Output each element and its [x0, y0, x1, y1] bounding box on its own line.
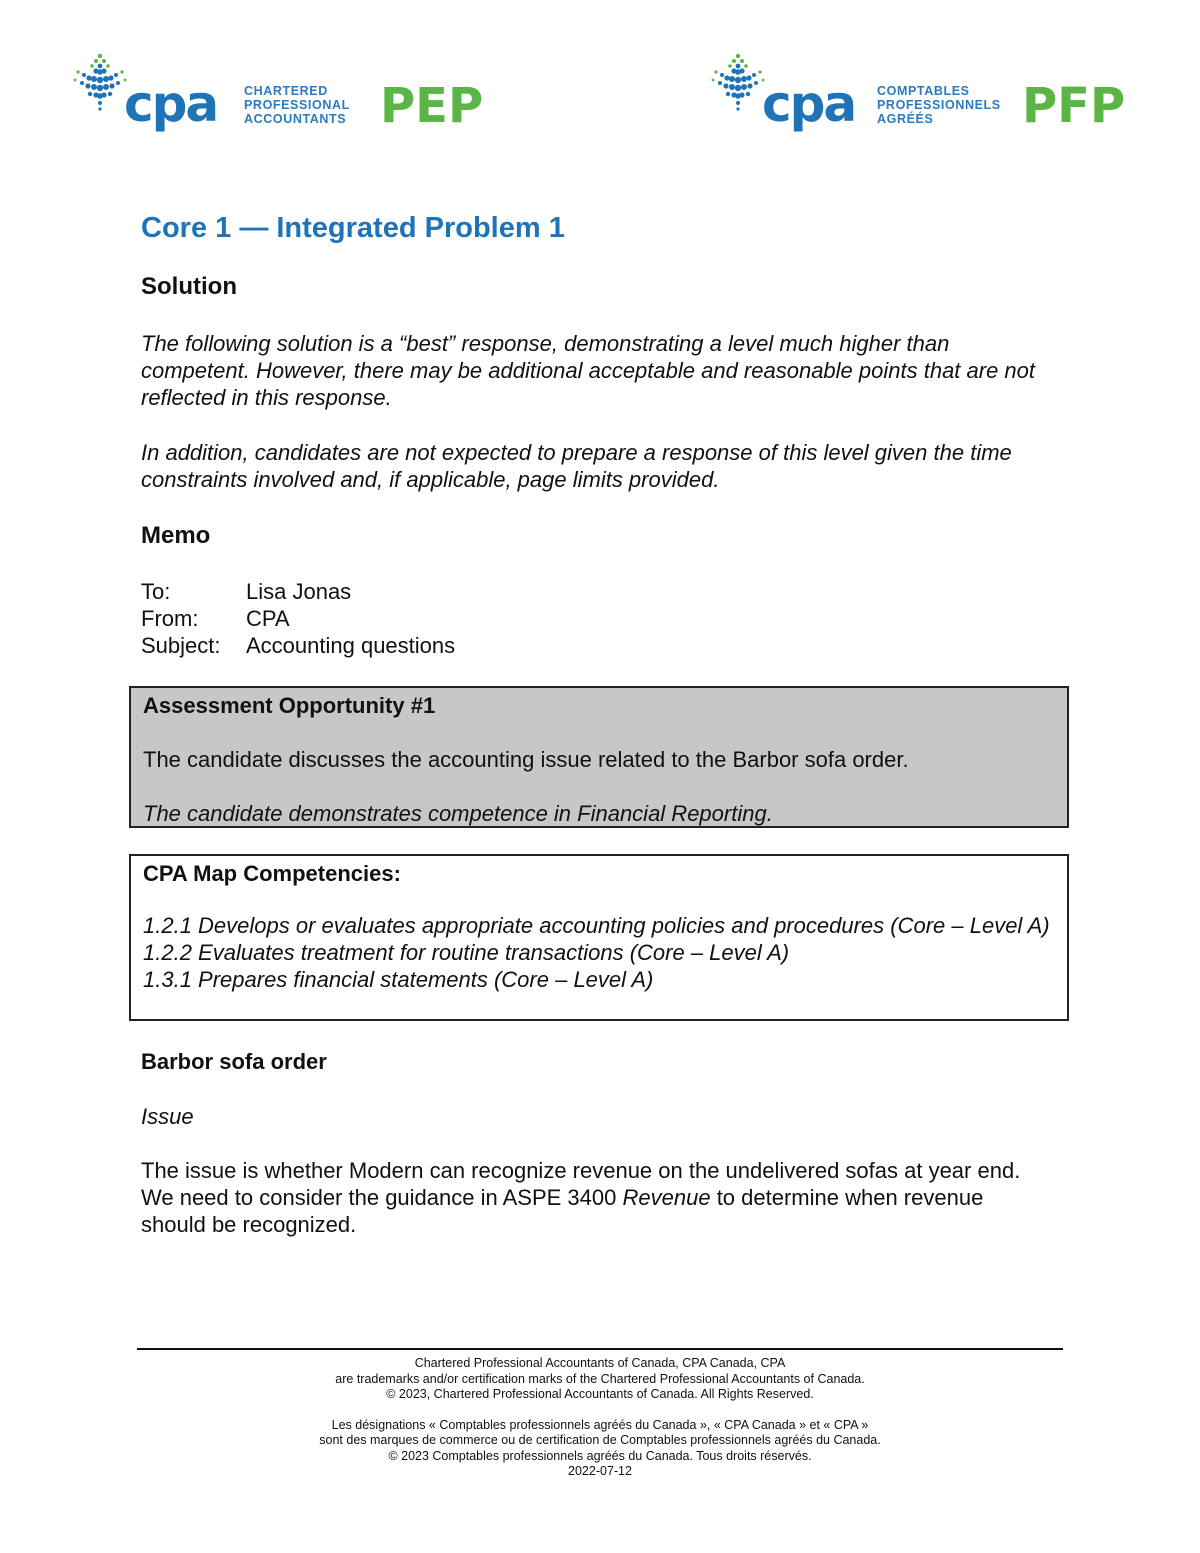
assessment-title: Assessment Opportunity #1 — [143, 693, 436, 718]
footer-line: are trademarks and/or certification marks of the Chartered Professional Accountants of Canada. — [335, 1371, 865, 1386]
memo-from-label: From: — [141, 606, 199, 631]
document-title: Core 1 — Integrated Problem 1 — [141, 212, 565, 244]
cpa-pep-logo — [72, 52, 502, 142]
descriptor-line: CHARTERED — [244, 84, 328, 98]
assessment-opportunity-box — [129, 686, 1069, 828]
memo-to-label: To: — [141, 579, 171, 604]
memo-from-row — [141, 605, 290, 632]
program-label: PFP — [1022, 78, 1126, 134]
memo-subject-row — [141, 632, 455, 659]
cpa-descriptor — [244, 84, 350, 126]
memo-subject-label: Subject: — [141, 633, 221, 658]
descriptor-line: ACCOUNTANTS — [244, 112, 347, 126]
footer-line: Les désignations « Comptables professionnels agréés du Canada », « CPA Canada » et « CPA » — [331, 1417, 869, 1432]
memo-from-value: CPA — [246, 606, 290, 631]
issue-label: Issue — [141, 1104, 194, 1129]
footer-line: sont des marques de commerce ou de certification de Comptables professionnels agréés du Canada. — [319, 1433, 881, 1447]
cpa-wordmark: cpa — [762, 75, 856, 133]
memo-to-row — [141, 578, 351, 605]
issue-text: to determine when revenue should be recognized. — [141, 1185, 984, 1237]
footer-date: 2022-07-12 — [568, 1464, 632, 1478]
descriptor-line: PROFESSIONAL — [244, 98, 350, 112]
descriptor-line: PROFESSIONNELS — [877, 98, 1001, 112]
competency-item: 1.2.2 Evaluates treatment for routine transactions (Core – Level A) — [143, 940, 790, 965]
maple-leaf-dots-icon — [710, 52, 766, 116]
footer — [137, 1356, 1063, 1480]
issue-text: The issue is whether Modern can recognize revenue on the undelivered sofas at year end. We need to consider the guidance in ASPE 3400 — [141, 1158, 1021, 1210]
memo-heading: Memo — [141, 522, 211, 549]
assessment-line-2: The candidate demonstrates competence in Financial Reporting. — [143, 801, 773, 826]
competencies-box — [129, 854, 1069, 1021]
descriptor-line: COMPTABLES — [877, 84, 970, 98]
memo-subject-value: Accounting questions — [246, 633, 456, 658]
issue-paragraph — [141, 1157, 1041, 1238]
cpa-pfp-logo — [710, 52, 1130, 142]
footer-line: © 2023 Comptables professionnels agréés du Canada. Tous droits réservés. — [388, 1448, 812, 1463]
footer-line: © 2023, Chartered Professional Accountants of Canada. All Rights Reserved. — [386, 1387, 814, 1401]
cpa-descriptor — [877, 84, 1001, 126]
assessment-line-1: The candidate discusses the accounting issue related to the Barbor sofa order. — [143, 747, 909, 772]
section-heading: Barbor sofa order — [141, 1049, 327, 1074]
footer-divider — [137, 1348, 1063, 1350]
descriptor-line: AGRÉÉS — [877, 112, 934, 126]
competency-item: 1.2.1 Develops or evaluates appropriate accounting policies and procedures (Core – Level A) — [143, 913, 1050, 938]
competencies-title: CPA Map Competencies: — [143, 861, 401, 886]
intro-paragraph-2: In addition, candidates are not expected to prepare a response of this level given the time constraints involved and, if applicable, page limits provided. — [141, 440, 1012, 492]
cpa-wordmark: cpa — [124, 75, 218, 133]
solution-heading: Solution — [141, 273, 237, 300]
issue-text-italic: Revenue — [622, 1185, 711, 1210]
maple-leaf-dots-icon — [72, 52, 128, 116]
intro-paragraph-1: The following solution is a “best” response, demonstrating a level much higher than competent. However, there may be additional acceptable and reasonable points that are not reflected in this response. — [141, 331, 1036, 410]
program-label: PEP — [380, 78, 484, 134]
footer-line: Chartered Professional Accountants of Canada, CPA Canada, CPA — [414, 1356, 786, 1370]
memo-to-value: Lisa Jonas — [246, 579, 352, 604]
competency-item: 1.3.1 Prepares financial statements (Core – Level A) — [143, 967, 654, 992]
